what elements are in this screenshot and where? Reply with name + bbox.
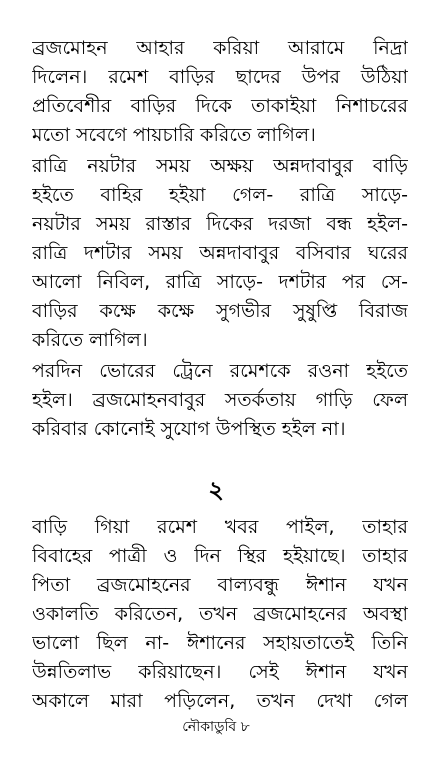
text-line: করিবার কোনোই সুযোগ উপস্থিত হইল না।: [32, 418, 346, 440]
text-line: করিতে লাগিল।: [32, 329, 148, 351]
text-line: বাড়ি গিয়া রমেশ খবর পাইল, তাহার: [32, 516, 408, 538]
text-line: নয়টার সময় রাস্তার দিকের দরজা বন্ধ হইল-: [32, 213, 408, 235]
text-line: আলো নিবিল, রাত্রি সাড়ে- দশটার পর সে-: [32, 271, 408, 293]
text-line: হইতে বাহির হইয়া গেল- রাত্রি সাড়ে-: [32, 184, 408, 206]
text-line: পিতা ব্রজমোহনের বাল্যবন্ধু ঈশান যখন: [32, 574, 408, 596]
text-line: রাত্রি দশটার সময় অন্নদাবাবুর বসিবার ঘরের: [32, 242, 408, 264]
text-line: অকালে মারা পড়িলেন, তখন দেখা গেল: [32, 690, 408, 712]
text-line: বাড়ির কক্ষে কক্ষে সুগভীর সুষুপ্তি বিরাজ: [32, 300, 408, 322]
text-line: ভালো ছিল না- ঈশানের সহায়তাতেই তিনি: [32, 632, 408, 654]
text-line: দিলেন। রমেশ বাড়ির ছাদের উপর উঠিয়া: [32, 66, 408, 88]
text-line: রাত্রি নয়টার সময় অক্ষয় অন্নদাবাবুর বাড়ি: [32, 155, 408, 177]
text-line: হইল। ব্রজমোহনবাবুর সতর্কতায় গাড়ি ফেল: [32, 389, 408, 411]
text-line: বিবাহের পাত্রী ও দিন স্থির হইয়াছে। তাহার: [32, 545, 408, 567]
text-line: পরদিন ভোরের ট্রেনে রমেশকে রওনা হইতে: [32, 360, 408, 382]
text-line: ওকালতি করিতেন, তখন ব্রজমোহনের অবস্থা: [32, 603, 408, 625]
page-footer: নৌকাডুবি ৮: [182, 719, 250, 735]
text-line: ব্রজমোহন আহার করিয়া আরামে নিদ্রা: [32, 37, 408, 59]
chapter-number: ২: [208, 476, 224, 504]
text-line: মতো সবেগে পায়চারি করিতে লাগিল।: [32, 124, 316, 146]
text-line: প্রতিবেশীর বাড়ির দিকে তাকাইয়া নিশাচরের: [32, 95, 408, 117]
text-line: উন্নতিলাভ করিয়াছেন। সেই ঈশান যখন: [32, 661, 408, 683]
